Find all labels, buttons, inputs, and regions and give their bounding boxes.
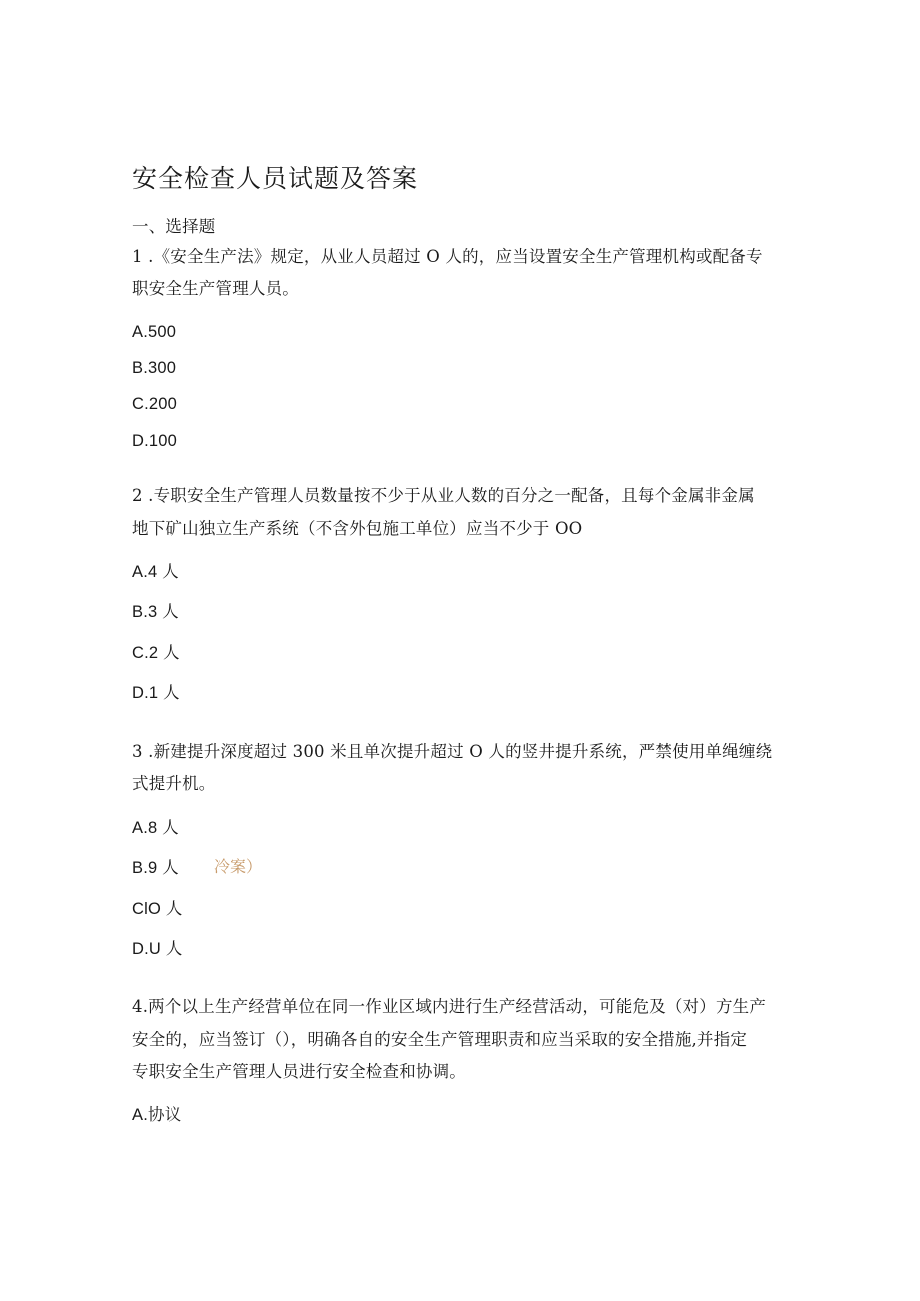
question-2-option-a: A.4 人 xyxy=(132,563,179,581)
question-1-option-d: D.100 xyxy=(132,432,178,450)
question-2-option-b: B.3 人 xyxy=(132,603,179,621)
question-3-line-1: 3 .新建提升深度超过 300 米且单次提升超过 O 人的竖井提升系统，严禁使用单绳缠绕 xyxy=(132,742,773,761)
question-1-option-a: A.500 xyxy=(132,323,177,341)
question-2-option-c: C.2 人 xyxy=(132,644,180,662)
question-1-line-2: 职安全生产管理人员。 xyxy=(132,279,299,298)
question-2-line-2: 地下矿山独立生产系统（不含外包施工单位）应当不少于 OO xyxy=(132,519,583,538)
question-4-option-a: A.协议 xyxy=(132,1106,182,1124)
question-3-option-b: B.9 人 xyxy=(132,859,179,877)
question-2-option-d: D.1 人 xyxy=(132,684,180,702)
question-4-line-2: 安全的，应当签订（），明确各自的安全生产管理职责和应当采取的安全措施,并指定 xyxy=(132,1030,748,1049)
document-title: 安全检查人员试题及答案 xyxy=(132,164,419,193)
question-3-option-d: D.U 人 xyxy=(132,940,183,958)
question-3-option-a: A.8 人 xyxy=(132,819,179,837)
question-4-line-3: 专职安全生产管理人员进行安全检查和协调。 xyxy=(132,1062,466,1081)
answer-annotation: 冷案） xyxy=(214,857,263,876)
question-3-line-2: 式提升机。 xyxy=(132,774,216,793)
question-1-option-c: C.200 xyxy=(132,395,178,413)
question-1-line-1: 1 .《安全生产法》规定，从业人员超过 O 人的，应当设置安全生产管理机构或配备专 xyxy=(132,247,763,266)
question-3-option-c: ClO 人 xyxy=(132,900,183,918)
question-4-line-1: 4.两个以上生产经营单位在同一作业区域内进行生产经营活动，可能危及（对）方生产 xyxy=(132,997,767,1016)
question-2-line-1: 2 .专职安全生产管理人员数量按不少于从业人数的百分之一配备，且每个金属非金属 xyxy=(132,486,755,505)
section-heading: 一、选择题 xyxy=(132,217,216,236)
question-1-option-b: B.300 xyxy=(132,359,177,377)
